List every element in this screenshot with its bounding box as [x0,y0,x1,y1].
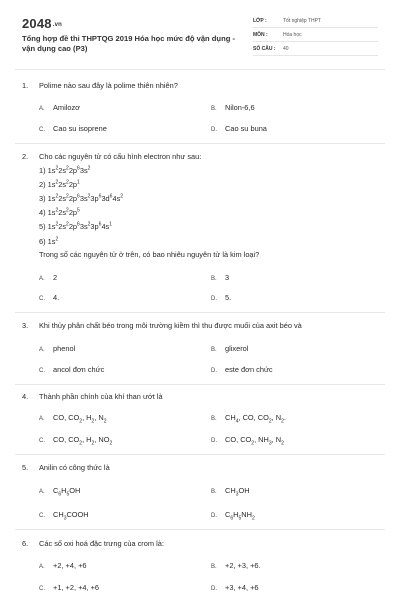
option-letter: A. [39,489,45,495]
option-c[interactable] [39,435,112,446]
option-b[interactable] [211,486,250,497]
option-c[interactable] [39,365,104,376]
config-6: 6) $1s^2$ [39,236,59,246]
option-c[interactable] [39,583,99,594]
option-text: $CH_4$, CO, $CO_2$, $N_2$. [225,413,286,425]
option-text: CO, $CO_2$, $H_2$, $N_2$ [53,413,107,425]
meta-row-count [253,44,378,56]
option-d[interactable] [211,435,284,446]
logo-text: 2048 [22,16,52,31]
config-4: 4) $1s^22s^22p^5$ [39,207,80,217]
meta-value: Tốt nghiệp THPT [283,18,321,24]
question-text: Các số oxi hoá đặc trưng của crom là: [39,539,164,548]
divider [15,312,385,313]
option-text: +2, +3, +6. [225,561,261,570]
option-letter: D. [211,586,217,592]
config-3: 3) $1s^22s^22p^63s^23p^63d^64s^2$ [39,193,124,203]
option-letter: A. [39,106,45,112]
question-number: 1. [22,81,29,90]
question-text-followup: Trong số các nguyên tử ở trên, có bao nhiêu nguyên tử là kim loại? [39,250,260,259]
option-text: +2, +4, +6 [53,561,87,570]
option-text: $C_6H_5OH$ [53,486,81,498]
option-text: Nilon-6,6 [225,103,255,112]
meta-value: Hóa học [283,32,302,38]
question-number: 2. [22,152,29,161]
divider [15,143,385,144]
option-a[interactable] [39,103,80,114]
option-letter: C. [39,513,45,519]
meta-key: SỐ CÂU : [253,46,276,52]
option-b[interactable] [211,413,286,424]
option-letter: C. [39,296,45,302]
option-c[interactable] [39,510,89,521]
option-b[interactable] [211,273,229,284]
option-text: $CH_3OH$ [225,486,250,498]
option-text: ancol đơn chức [53,365,105,374]
option-text: $CH_3COOH$ [53,510,89,522]
question-text: Thành phần chính của khí than ướt là [39,392,163,401]
question-number: 4. [22,392,29,401]
option-d[interactable] [211,124,267,135]
option-text: 5. [225,293,232,302]
option-a[interactable] [39,561,87,572]
option-c[interactable] [39,124,107,135]
option-letter: C. [39,438,45,444]
option-a[interactable] [39,413,107,424]
option-text: +3, +4, +6 [225,583,259,592]
option-letter: A. [39,347,45,353]
meta-row-class [253,16,378,28]
option-d[interactable] [211,583,259,594]
option-b[interactable] [211,561,261,572]
divider [15,69,385,70]
option-letter: D. [211,368,217,374]
config-2: 2) $1s^22s^22p^1$ [39,179,80,189]
option-d[interactable] [211,293,231,304]
option-c[interactable] [39,293,59,304]
option-letter: A. [39,564,45,570]
document-header [0,0,400,70]
config-5: 5) $1s^22s^22p^63s^23p^64s^1$ [39,221,113,231]
site-logo[interactable] [22,16,62,31]
option-text: CO, $CO_2$, $NH_3$, $N_2$ [225,435,284,447]
question-text: Anilin có công thức là [39,463,110,472]
option-letter: D. [211,296,217,302]
question-text: Khi thủy phân chất béo trong môi trường kiềm thì thu được muối của axit béo và [39,321,302,330]
option-text: $C_6H_5NH_2$ [225,510,255,522]
option-letter: D. [211,438,217,444]
logo-suffix: .vn [52,21,63,28]
question-text: Cho các nguyên tử có cấu hình electron như sau: [39,152,202,161]
config-1: 1) $1s^22s^22p^63s^2$ [39,165,91,175]
option-letter: D. [211,513,217,519]
meta-value: 40 [283,46,289,52]
option-d[interactable] [211,510,255,521]
option-letter: B. [211,564,217,570]
option-a[interactable] [39,344,75,355]
option-text: CO, $CO_2$, $H_2$, $NO_2$ [53,435,113,447]
option-a[interactable] [39,273,57,284]
option-text: Cao su buna [225,124,267,133]
option-b[interactable] [211,344,248,355]
option-letter: B. [211,416,217,422]
option-letter: B. [211,106,217,112]
option-text: 4. [53,293,60,302]
option-letter: A. [39,416,45,422]
option-letter: B. [211,489,217,495]
option-d[interactable] [211,365,273,376]
option-text: Cao su isoprene [53,124,107,133]
divider [15,454,385,455]
meta-row-subject [253,30,378,42]
divider [15,384,385,385]
meta-key: LỚP : [253,18,267,24]
option-text: Amilozơ [53,103,81,112]
divider [15,529,385,530]
option-text: este đơn chức [225,365,273,374]
option-a[interactable] [39,486,80,497]
option-letter: B. [211,276,217,282]
question-number: 5. [22,463,29,472]
document-title: Tổng hợp đề thi THPTQG 2019 Hóa học mức độ vận dụng - vận dụng cao (P3) [22,34,235,53]
option-text: phenol [53,344,76,353]
option-letter: C. [39,586,45,592]
question-number: 3. [22,321,29,330]
option-letter: A. [39,276,45,282]
option-text: +1, +2, +4, +6 [53,583,100,592]
option-text: 3 [225,273,230,282]
option-text: 2 [53,273,58,282]
question-text: Polime nào sau đây là polime thiên nhiên? [39,81,178,90]
option-letter: C. [39,368,45,374]
option-letter: D. [211,127,217,133]
option-b[interactable] [211,103,255,114]
option-letter: C. [39,127,45,133]
option-text: glixerol [225,344,249,353]
meta-key: MÔN : [253,32,268,38]
option-letter: B. [211,347,217,353]
question-number: 6. [22,539,29,548]
